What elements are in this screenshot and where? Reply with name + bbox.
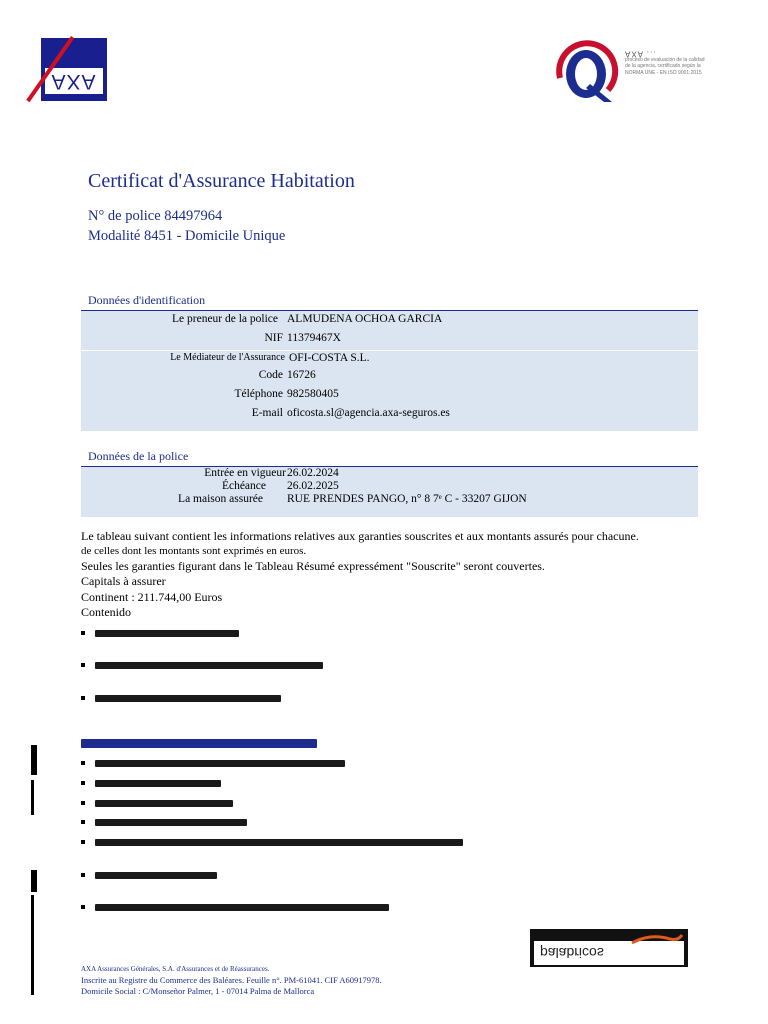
info-paragraph-cont: de celles dont les montants sont exprimés en euros. [81,545,307,557]
field-label: Téléphone [234,388,283,400]
field-label: Le Médiateur de l'Assurance [170,352,285,363]
margin-mark [31,745,37,775]
code-value: 16726 [287,369,316,381]
phone-value: 982580405 [287,388,339,400]
document-title: Certificat d'Assurance Habitation [88,170,355,192]
identification-heading: Données d'identification [88,293,206,307]
list-item [81,692,281,704]
quality-badge-text: AXA ... proceso de evaluación de la calidad de la agencia, certificado según la NORMA UNE - EN ISO 9001:2015 [625,49,705,76]
expiry-date-value: 26.02.2025 [287,480,339,492]
margin-mark [31,895,34,995]
field-label: Échéance [221,480,266,492]
redacted-heading [81,736,317,750]
quality-q-icon [550,38,620,104]
policyholder-value: ALMUDENA OCHOA GARCIA [287,313,443,325]
field-label: Code [258,369,283,381]
list-item [81,797,233,809]
field-label: E-mail [251,407,283,419]
margin-mark [31,870,37,892]
list-item [81,901,389,913]
list-item [81,757,345,769]
list-item [81,836,463,848]
nif-value: 11379467X [287,332,341,344]
intermediary-value: OFI-COSTA S.L. [289,352,370,364]
insured-address-value: RUE PRENDES PANGO, n° 8 7ᵉ C - 33207 GIJON [287,493,527,505]
continent-amount: Continent : 211.744,00 Euros [81,590,223,604]
margin-mark [31,780,34,815]
email-value: oficosta.sl@agencia.axa-seguros.es [287,407,450,419]
footer-address: Domicile Social : C/Monseñor Palmer, 1 - 07014 Palma de Mallorca [81,986,315,996]
agency-stamp [530,929,688,967]
list-item [81,777,221,789]
axa-logo [41,38,107,101]
coverage-note: Seules les garanties figurant dans le Tableau Résumé expressément "Souscrite" seront couvertes. [81,559,545,573]
list-item [81,869,217,881]
policy-heading: Données de la police [88,449,189,463]
field-label: La maison assurée [178,493,263,505]
list-item [81,659,323,671]
policy-modality: Modalité 8451 - Domicile Unique [88,228,286,244]
field-label: NIF [264,332,283,344]
footer-registry: Inscrite au Registre du Commerce des Baléares. Feuille n°. PM-61041. CIF A60917978. [81,975,382,985]
field-label: Le preneur de la police [172,313,278,325]
stamp-text: palabricos [540,945,604,961]
start-date-value: 26.02.2024 [287,467,339,479]
field-label: Entrée en vigueur [204,467,286,479]
footer [81,964,382,997]
footer-company: AXA Assurances Générales, S.A. d'Assurances et de Réassurances. [81,965,270,973]
info-paragraph: Le tableau suivant contient les informations relatives aux garanties souscrites et aux montants assurés pour chacune. [81,529,639,543]
capitals-heading: Capitals à assurer [81,574,166,588]
list-item [81,816,247,828]
policy-number: N° de police 84497964 [88,208,223,224]
stamp-swoosh-icon [630,931,685,947]
list-item [81,627,239,639]
contenido-heading: Contenido [81,605,131,619]
axa-logo-text: AXA [51,70,97,93]
